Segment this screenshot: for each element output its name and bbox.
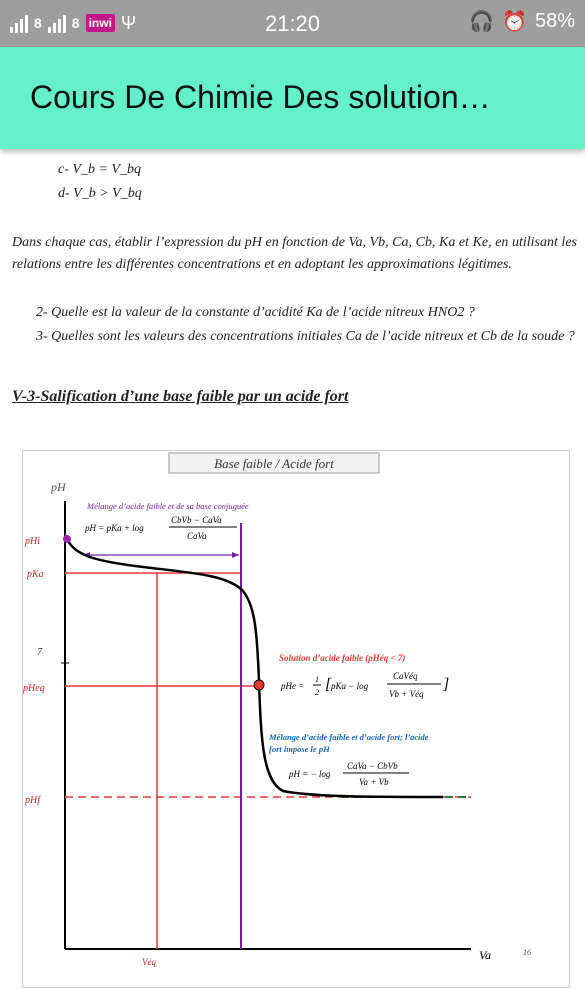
eq-half-num: 1 — [315, 675, 319, 684]
initial-point — [63, 535, 71, 543]
section-title: V-3-Salification d’une base faible par un acide fort — [12, 388, 349, 405]
page-number: 16 — [523, 948, 531, 957]
buffer-denominator: CaVa — [187, 531, 207, 541]
tick-phi: pHi — [25, 536, 40, 547]
excess-numerator: CaVa − CbVb — [347, 761, 398, 771]
question-3 — [36, 326, 576, 348]
question-number: 3- — [36, 329, 48, 344]
tick-pheq: pHeq — [23, 683, 45, 694]
tick-phf: pHf — [25, 795, 40, 806]
battery-percent: 58% — [534, 10, 575, 32]
titration-figure — [22, 450, 570, 988]
eq-numerator: CaVéq — [393, 671, 418, 681]
instruction-paragraph: Dans chaque cas, établir l’expression du pH en fonction de Va, Vb, Ca, Cb, Ka et Ke, en utilisant les relations entre les différentes concentrations et en adoptant les approximations légitimes. — [12, 235, 577, 272]
buffer-arrow-right — [232, 552, 239, 558]
headset-icon: 🎧 — [469, 11, 495, 33]
excess-formula: pH = − log — [289, 769, 331, 779]
eq-formula-mid: pKa − log — [331, 681, 369, 691]
eq-half-den: 2 — [315, 688, 319, 697]
y-axis-label: pH — [51, 480, 66, 494]
eq-bracket-left: [ — [325, 676, 332, 693]
tick-7: 7 — [37, 647, 42, 658]
question-text: Quelle est la valeur de la constante d’acidité Ka de l’acide nitreux HNO2 ? — [51, 305, 475, 320]
usb-icon: Ψ — [120, 12, 136, 33]
alarm-icon: ⏰ — [502, 11, 527, 33]
buffer-numerator: CbVb − CaVa — [171, 515, 222, 525]
sim1-label: 8 — [34, 15, 42, 31]
condition-letter: d- — [58, 186, 70, 201]
question-2 — [36, 302, 576, 324]
excess-label-2: fort impose le pH — [269, 744, 330, 754]
status-bar — [0, 0, 585, 47]
buffer-formula: pH = pKa + log — [85, 523, 144, 533]
question-number: 2- — [36, 305, 48, 320]
titration-curve-svg — [23, 451, 569, 987]
carrier-logo: inwi — [86, 14, 115, 32]
eq-label: Solution d’acide faible (pHéq < 7) — [279, 653, 406, 663]
buffer-label: Mélange d’acide faible et de sa base conjuguée — [87, 501, 249, 511]
excess-denominator: Va + Vb — [359, 777, 389, 787]
condition-d — [58, 186, 142, 202]
condition-c — [58, 162, 141, 178]
eq-denominator: Vb + Véq — [389, 689, 424, 699]
tick-pka: pKa — [27, 569, 44, 580]
app-title: Cours De Chimie Des solution… — [30, 79, 491, 115]
figure-title: Base faible / Acide fort — [214, 456, 334, 471]
condition-expr: V_b > V_bq — [73, 186, 142, 201]
clock: 21:20 — [264, 11, 321, 36]
app-bar — [0, 47, 585, 149]
tick-veq: Véq — [142, 957, 156, 967]
equivalence-point — [254, 680, 264, 690]
condition-expr: V_b = V_bq — [72, 162, 141, 177]
condition-letter: c- — [58, 162, 69, 177]
eq-bracket-right: ] — [443, 676, 450, 693]
document-view[interactable] — [0, 150, 585, 967]
eq-formula-left: pHe = — [281, 681, 305, 691]
sim2-label: 8 — [71, 15, 80, 31]
titration-curve — [67, 539, 443, 797]
excess-label-1: Mélange d’acide faible et d’acide fort; l’acide — [269, 732, 429, 742]
question-text: Quelles sont les valeurs des concentrations initiales Ca de l’acide nitreux et Cb de la soude ? — [51, 329, 575, 344]
x-axis-label: Va — [479, 948, 491, 962]
status-right-group — [469, 9, 575, 34]
